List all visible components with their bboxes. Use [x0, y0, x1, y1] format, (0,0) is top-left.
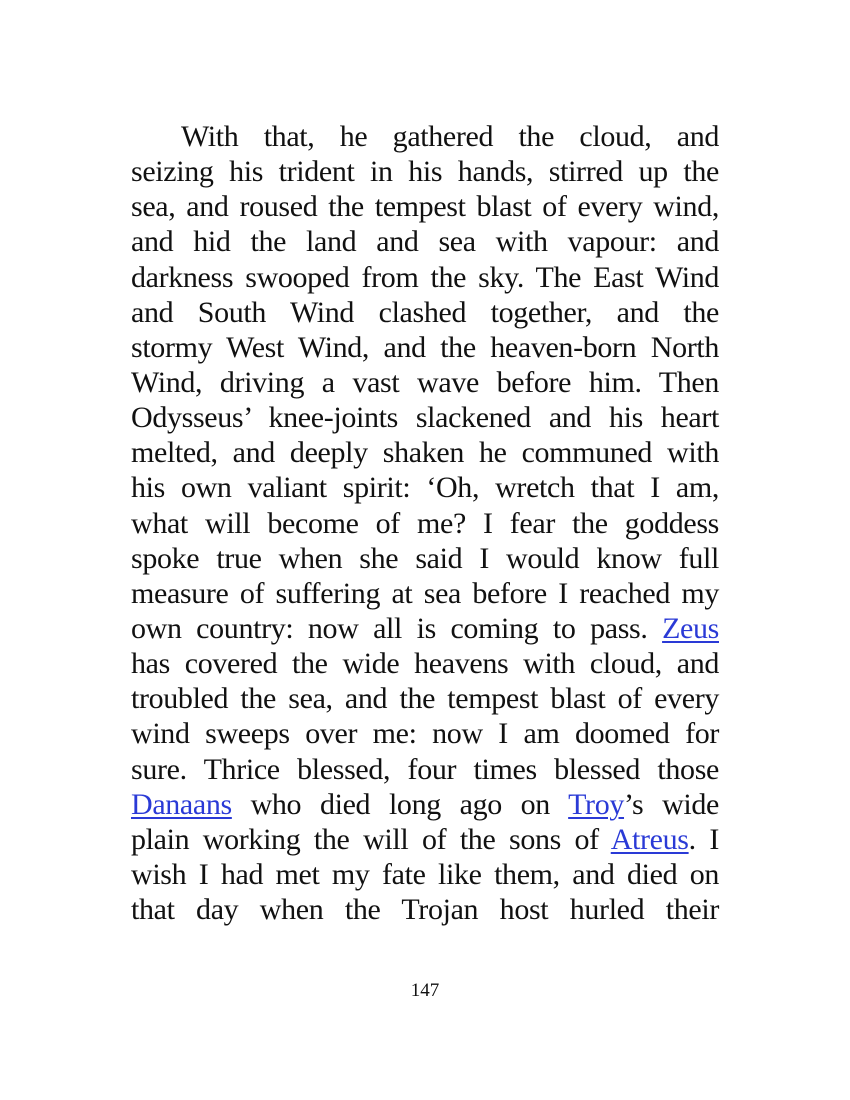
text-line: that day when the Trojan host hurled their [131, 893, 719, 927]
text-line: measure of suffering at sea before I reached my [131, 576, 719, 610]
text-line: what will become of me? I fear the goddess [131, 506, 719, 540]
link-zeus[interactable]: Zeus [662, 611, 719, 645]
text-line: seizing his trident in his hands, stirred up the [131, 155, 719, 189]
link-troy[interactable]: Troy [568, 787, 625, 821]
text-line: sure. Thrice blessed, four times blessed those [131, 752, 719, 786]
text-line: and hid the land and sea with vapour: and [131, 225, 719, 259]
link-atreus[interactable]: Atreus [610, 822, 689, 856]
text-line: and South Wind clashed together, and the [131, 295, 719, 329]
text-line: wind sweeps over me: now I am doomed for [131, 717, 719, 751]
text-line: stormy West Wind, and the heaven-born North [131, 330, 719, 364]
page-number: 147 [410, 980, 440, 1001]
text-line: Odysseus’ knee-joints slackened and his heart [131, 401, 719, 435]
text-line: wish I had met my fate like them, and died on [131, 857, 719, 891]
text-line: spoke true when she said I would know full [131, 541, 719, 575]
text-line: has covered the wide heavens with cloud, and [131, 647, 719, 681]
text-line: troubled the sea, and the tempest blast of every [131, 682, 719, 716]
text-line: own country: now all is coming to pass. Zeus [131, 611, 719, 645]
text-line: his own valiant spirit: ‘Oh, wretch that I am, [131, 471, 719, 505]
text-line: With that, he gathered the cloud, and [181, 120, 719, 153]
text-line: Wind, driving a vast wave before him. Then [131, 365, 719, 399]
text-line: Danaans who died long ago on Troy’s wide [131, 787, 719, 821]
body-paragraph [131, 119, 719, 927]
link-danaans[interactable]: Danaans [131, 787, 232, 821]
text-line: melted, and deeply shaken he communed with [131, 436, 719, 470]
text-line: sea, and roused the tempest blast of every wind, [131, 190, 719, 224]
text-line: darkness swooped from the sky. The East Wind [131, 260, 719, 294]
text-line: plain working the will of the sons of Atreus. I [131, 822, 719, 856]
